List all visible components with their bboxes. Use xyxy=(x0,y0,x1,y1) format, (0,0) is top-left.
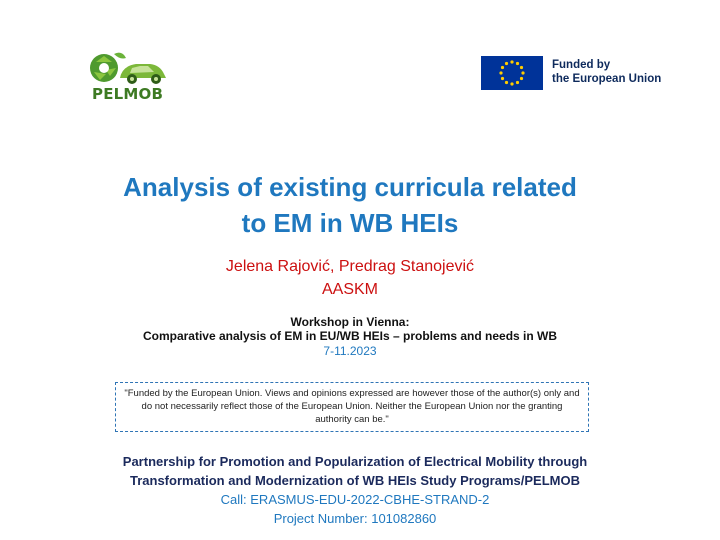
project-title-line-2: Transformation and Modernization of WB HEIs Study Programs/PELMOB xyxy=(130,473,580,488)
eu-funding-line-1: Funded by xyxy=(552,59,611,71)
presentation-title xyxy=(0,169,700,241)
workshop-date: 7-11.2023 xyxy=(323,344,377,358)
eu-disclaimer-box: "Funded by the European Union. Views and opinions expressed are however those of the author(s) only and do not necessarily reflect those of the European Union. Neither the European Union nor the granting authority can be." xyxy=(115,382,589,432)
eu-funding-text xyxy=(552,58,661,86)
title-line-2: to EM in WB HEIs xyxy=(241,208,459,238)
affiliation: AASKM xyxy=(321,281,378,298)
workshop-title: Workshop in Vienna: xyxy=(290,315,410,329)
project-number: Project Number: 101082860 xyxy=(273,511,437,526)
eu-flag-icon xyxy=(481,56,543,90)
eu-funding-badge xyxy=(481,56,661,92)
project-title-line-1: Partnership for Promotion and Popularization of Electrical Mobility through xyxy=(122,454,588,469)
workshop-subtitle: Comparative analysis of EM in EU/WB HEIs – problems and needs in WB xyxy=(142,329,558,343)
title-line-1: Analysis of existing curricula related xyxy=(123,172,577,202)
pelmob-logo xyxy=(84,48,170,104)
eu-funding-line-2: the European Union xyxy=(552,73,662,85)
electric-car-recycle-icon xyxy=(84,48,170,88)
project-full-title xyxy=(0,452,710,490)
logo-name: PELMOB xyxy=(92,85,164,103)
authors: Jelena Rajović, Predrag Stanojević xyxy=(225,258,475,275)
project-call: Call: ERASMUS-EDU-2022-CBHE-STRAND-2 xyxy=(220,492,490,507)
